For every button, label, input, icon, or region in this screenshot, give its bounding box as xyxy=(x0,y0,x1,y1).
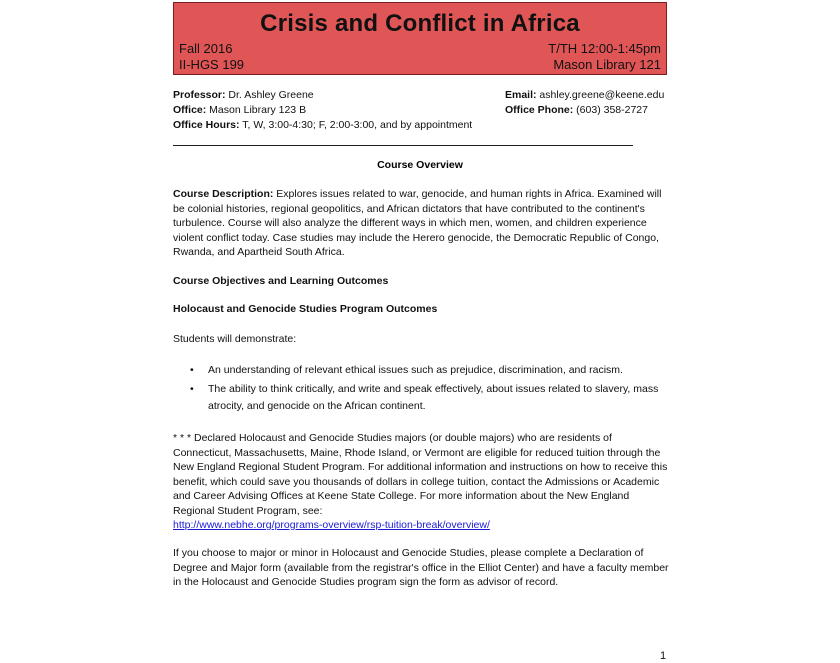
declaration-note: If you choose to major or minor in Holocaust and Genocide Studies, please complete a Declaration of Degree and Major form (available from the registrar's office in the Elliot Center) and have a faculty member in the Holocaust and Genocide Studies program sign the form as advisor of record. xyxy=(173,547,669,588)
contact-info xyxy=(505,88,670,118)
term-text: Fall 2016 xyxy=(179,41,233,56)
hours-value: T, W, 3:00-4:30; F, 2:00-3:00, and by appointment xyxy=(239,119,473,131)
phone-label: Office Phone: xyxy=(505,104,574,116)
outcome-text: The ability to think critically, and write and speak effectively, about issues related to slavery, mass atrocity, and genocide on the African continent. xyxy=(208,382,659,412)
professor-line xyxy=(173,88,503,103)
bullet-icon: • xyxy=(190,364,194,376)
office-label: Office: xyxy=(173,104,207,116)
objectives-heading: Course Objectives and Learning Outcomes xyxy=(173,275,389,287)
list-item xyxy=(190,362,680,380)
tuition-text: * * * Declared Holocaust and Genocide Studies majors (or double majors) who are residents of Connecticut, Massachusetts, Maine, Rhode Island, or Vermont are eligible for reduced tuition through the New England Regional Student Program. For additional information and instructions on how to receive this benefit, which could save you thousands of dollars in college tuition, contact the Admissions or Academic and Career Advising Offices at Keene State College. For more information about the New England Regional Student Program, see: xyxy=(173,432,668,517)
hours-line xyxy=(173,118,503,133)
professor-value: Dr. Ashley Greene xyxy=(225,89,314,101)
course-code-text: II-HGS 199 xyxy=(179,57,245,72)
rsp-link[interactable]: http://www.nebhe.org/programs-overview/rsp-tuition-break/overview/ xyxy=(173,519,490,531)
description-text: Explores issues related to war, genocide, and human rights in Africa. Examined will be colonial histories, regional geopolitics, and African dictators that have contributed to the continent's turbulence. Course will also analyze the different ways in which men, women, and children experience violent conflict today. Case studies may include the Herero genocide, the Democratic Republic of Congo, Rwanda, and Apartheid South Africa. xyxy=(173,188,662,258)
schedule-text: T/TH 12:00-1:45pm xyxy=(548,41,661,56)
professor-label: Professor: xyxy=(173,89,226,101)
email-line xyxy=(505,88,670,103)
bullet-icon: • xyxy=(190,382,194,395)
course-overview-heading: Course Overview xyxy=(377,159,463,171)
hours-label: Office Hours: xyxy=(173,119,240,131)
office-line xyxy=(173,103,503,118)
tuition-note xyxy=(173,431,671,533)
email-value[interactable]: ashley.greene@keene.edu xyxy=(536,89,665,101)
phone-line xyxy=(505,103,670,118)
description-label: Course Description: xyxy=(173,188,274,200)
course-title: Crisis and Conflict in Africa xyxy=(260,10,580,37)
program-outcomes-heading: Holocaust and Genocide Studies Program Outcomes xyxy=(173,303,438,315)
title-banner xyxy=(173,2,667,75)
office-value: Mason Library 123 B xyxy=(206,104,307,116)
email-label: Email: xyxy=(505,89,537,101)
location-text: Mason Library 121 xyxy=(553,57,661,72)
course-description xyxy=(173,187,673,260)
phone-value: (603) 358-2727 xyxy=(573,104,648,116)
students-intro: Students will demonstrate: xyxy=(173,333,297,345)
page-number: 1 xyxy=(660,650,667,662)
outcomes-list xyxy=(190,362,680,417)
horizontal-divider xyxy=(173,145,633,146)
instructor-info xyxy=(173,88,503,133)
list-item xyxy=(190,381,680,416)
outcome-text: An understanding of relevant ethical issues such as prejudice, discrimination, and racism. xyxy=(208,364,623,376)
